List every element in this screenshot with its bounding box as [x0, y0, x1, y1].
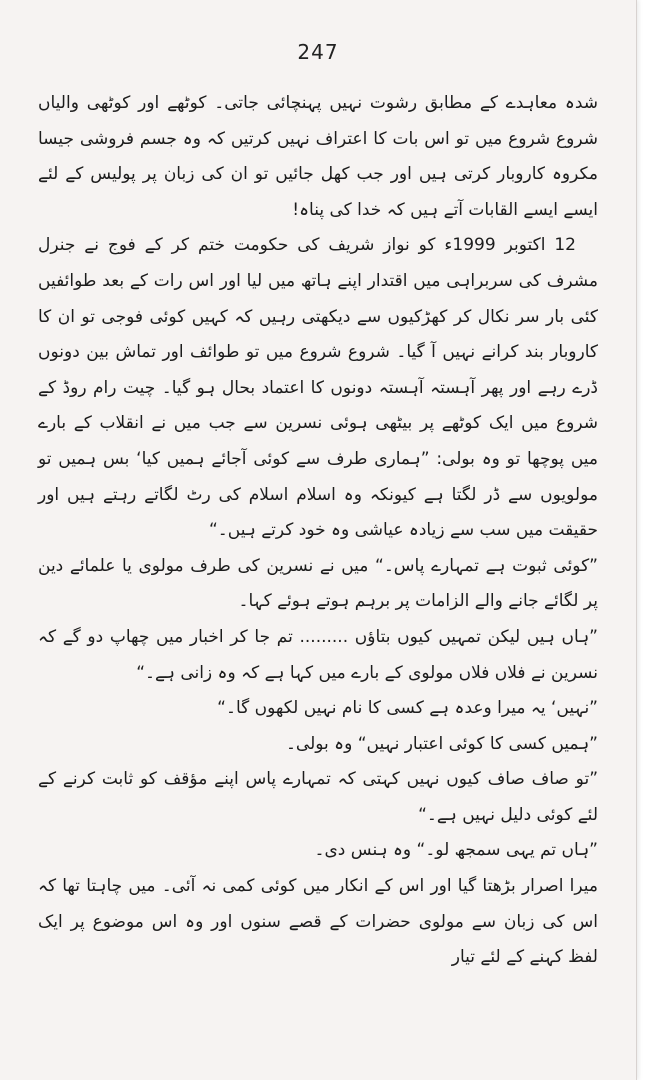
- paragraph-3: ”کوئی ثبوت ہے تمہارے پاس۔“ میں نے نسرین کی طرف مولوی یا علمائے دین پر لگائے جانے والے الزامات پر برہم ہوتے ہوئے کہا۔: [38, 555, 598, 612]
- page-text: [38, 86, 598, 976]
- paragraph-6: ”ہمیں کسی کا کوئی اعتبار نہیں“ وہ بولی۔: [285, 733, 598, 754]
- paragraph-2: 12 اکتوبر 1999ء کو نواز شریف کی حکومت ختم کر کے فوج نے جنرل مشرف کی سربراہی میں اقتدار اپنے ہاتھ میں لیا اور اس رات کے بعد طوائفیں کئی بار سر نکال کر کھڑکیوں سے دیکھتی رہیں کہ کہیں کوئی فوجی تو ان کا کاروبار بند کرانے نہیں آ گیا۔ شروع شروع میں تو طوائف اور تماش بین دونوں ڈرے رہے اور پھر آہستہ آہستہ دونوں کا اعتماد بحال ہو گیا۔ چیت رام روڈ کے شروع میں ایک کوٹھے پر بیٹھی ہوئی نسرین سے جب میں نے انقلاب کے بارے میں پوچھا تو وہ بولی: ”ہماری طرف سے کوئی آجائے ہمیں کیا‘ بس ہمیں تو مولویوں سے ڈر لگتا ہے کیونکہ وہ اسلام اسلام کی رٹ لگاتے رہتے ہیں اور حقیقت میں سب سے زیادہ عیاشی وہ خود کرتے ہیں۔“: [38, 235, 598, 541]
- paragraph-4: ”ہاں ہیں لیکن تمہیں کیوں بتاؤں ......... تم جا کر اخبار میں چھاپ دو گے کہ نسرین نے فلاں فلاں مولوی کے بارے میں کہا ہے کہ وہ زانی ہے۔“: [38, 626, 598, 683]
- paragraph-9: میرا اصرار بڑھتا گیا اور اس کے انکار میں کوئی کمی نہ آئی۔ میں چاہتا تھا کہ اس کی زبان سے مولوی حضرات کے قصے سنوں اور وہ اس موضوع پر ایک لفظ کہنے کے لئے تیار: [38, 876, 598, 968]
- paragraph-1: شدہ معاہدے کے مطابق رشوت نہیں پہنچائی جاتی۔ کوٹھے اور کوٹھی والیاں شروع شروع میں تو اس بات کا اعتراف نہیں کرتیں کہ وہ جسم فروشی جیسا مکروہ کاروبار کرتی ہیں اور جب کھل جائیں تو ان کی زبان پر پولیس کے لئے ایسے ایسے القابات آتے ہیں کہ خدا کی پناہ!: [38, 93, 598, 220]
- paragraph-7: ”تو صاف صاف کیوں نہیں کہتی کہ تمہارے پاس اپنے مؤقف کو ثابت کرنے کے لئے کوئی دلیل نہیں ہے۔“: [38, 769, 598, 825]
- paragraph-8: ”ہاں تم یہی سمجھ لو۔“ وہ ہنس دی۔: [314, 840, 598, 861]
- page-number: 247: [297, 40, 339, 64]
- paragraph-5: ”نہیں‘ یہ میرا وعدہ ہے کسی کا نام نہیں لکھوں گا۔“: [217, 698, 598, 719]
